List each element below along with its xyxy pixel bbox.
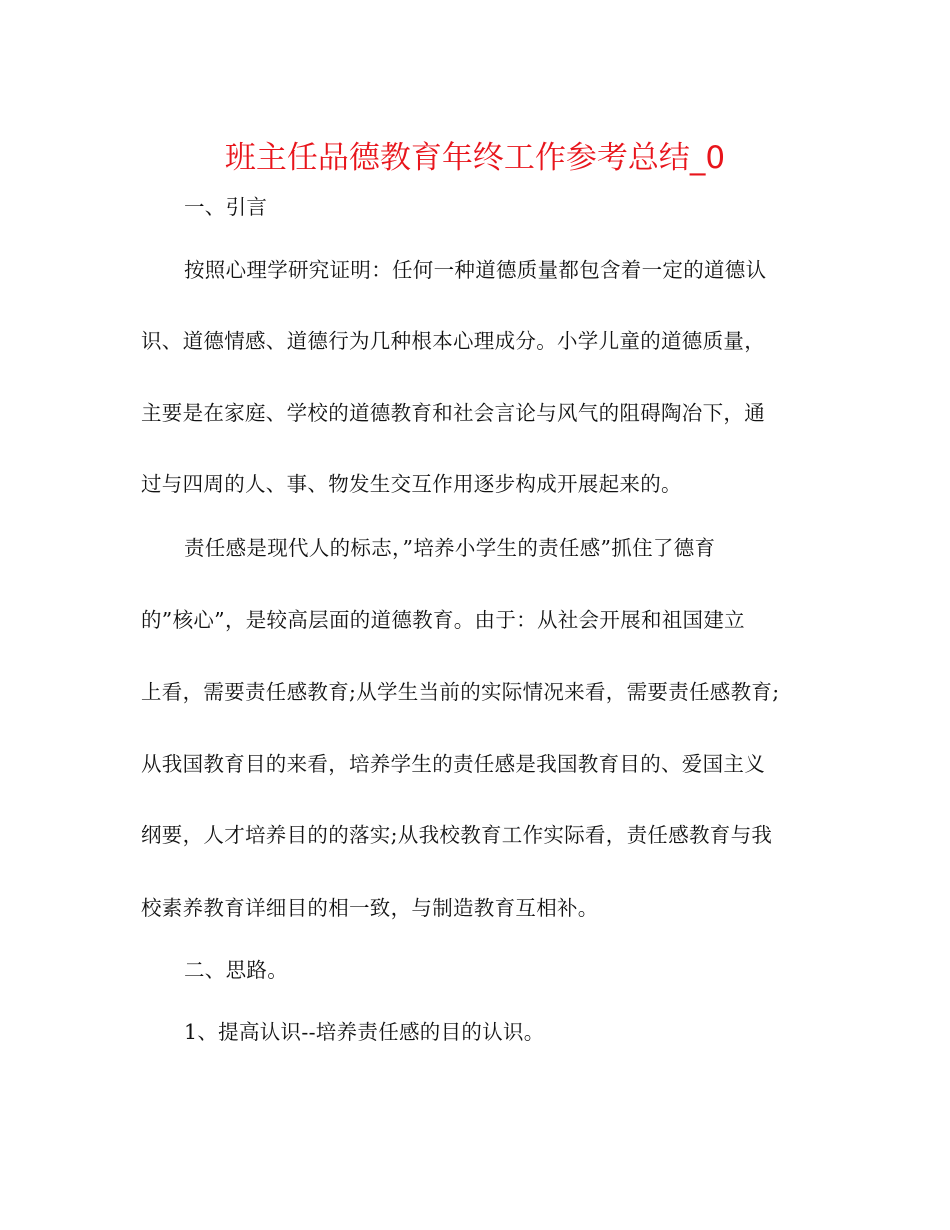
paragraph-line: 责任感是现代人的标志，”培养小学生的责任感”抓住了德育 [184, 536, 716, 560]
paragraph-line: 过与四周的人、事、物发生交互作用逐步构成开展起来的。 [141, 472, 682, 496]
section-heading-approach: 二、思路。 [184, 958, 288, 982]
section-heading-introduction: 一、引言 [184, 195, 268, 219]
list-item: 1、提高认识--培养责任感的目的认识。 [184, 1020, 545, 1044]
paragraph-line: 纲要，人才培养目的的落实;从我校教育工作实际看，责任感教育与我 [141, 823, 773, 847]
paragraph-line: 识、道德情感、道德行为几种根本心理成分。小学儿童的道德质量， [141, 329, 765, 353]
paragraph-line: 上看，需要责任感教育;从学生当前的实际情况来看，需要责任感教育; [141, 680, 780, 704]
paragraph-line: 主要是在家庭、学校的道德教育和社会言论与风气的阻碍陶冶下，通 [141, 401, 765, 425]
paragraph-line: 校素养教育详细目的相一致，与制造教育互相补。 [141, 896, 599, 920]
paragraph-line: 从我国教育目的来看，培养学生的责任感是我国教育目的、爱国主义 [141, 752, 765, 776]
paragraph-line: 的”核心”，是较高层面的道德教育。由于：从社会开展和祖国建立 [141, 608, 745, 632]
paragraph-line: 按照心理学研究证明：任何一种道德质量都包含着一定的道德认 [184, 258, 767, 282]
document-title: 班主任品德教育年终工作参考总结_0 [224, 140, 726, 176]
